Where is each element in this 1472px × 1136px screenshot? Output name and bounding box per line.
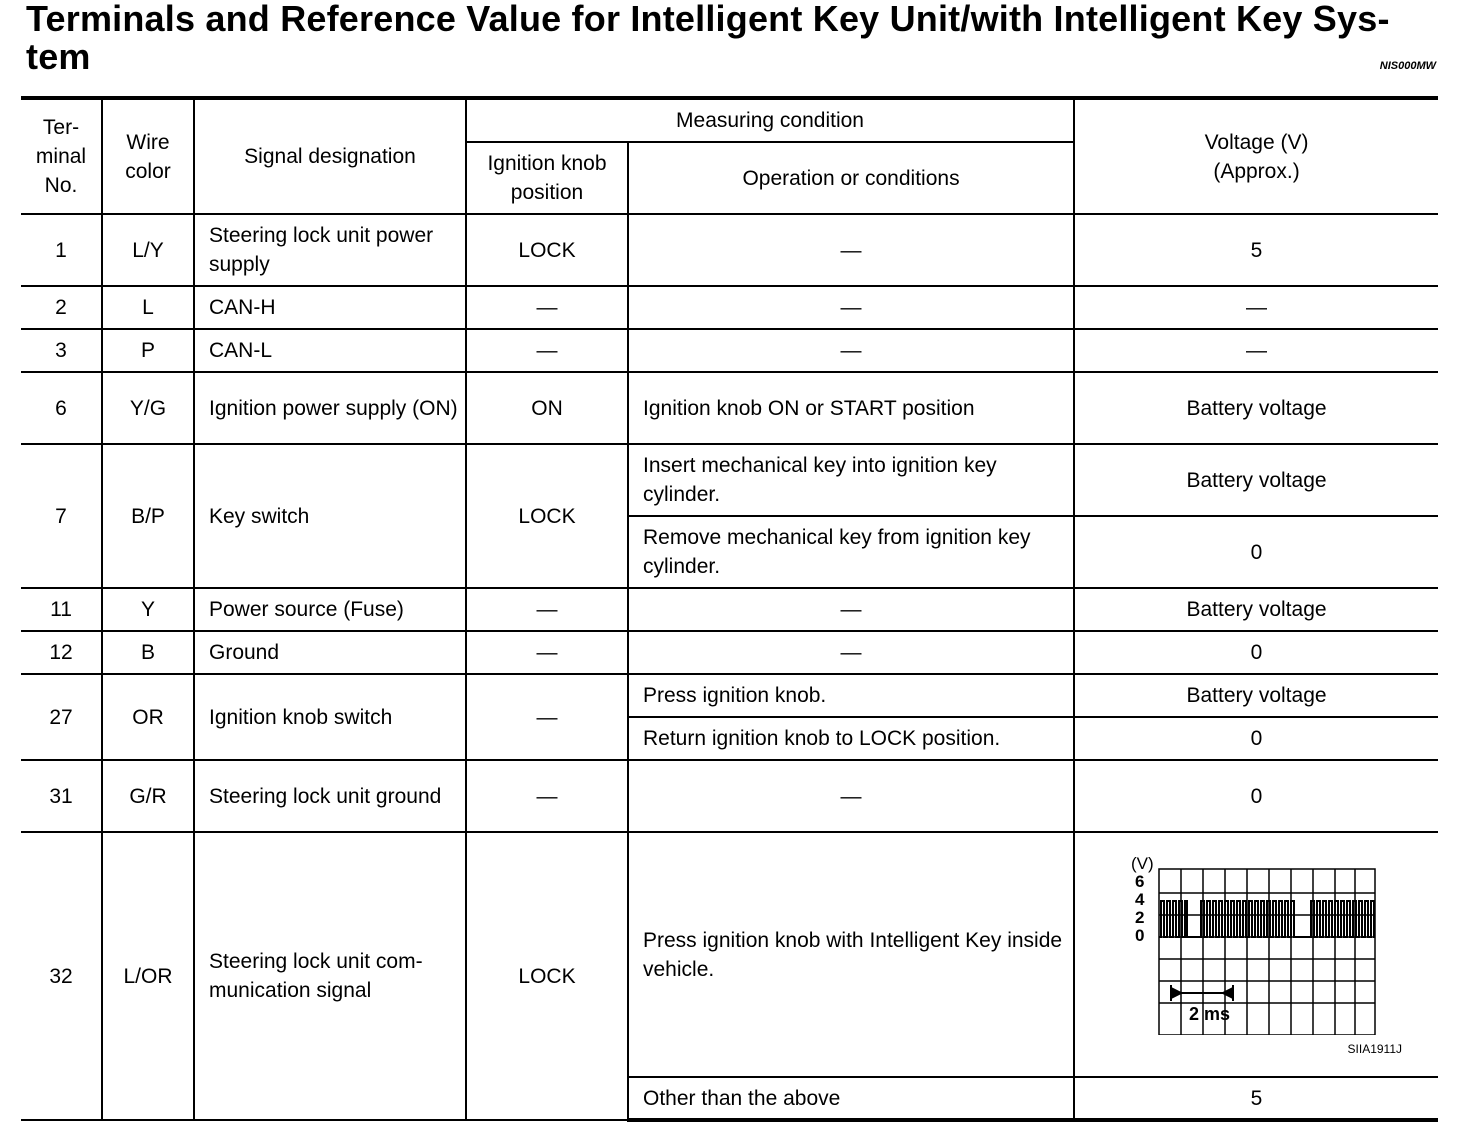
ignition-position: — xyxy=(466,329,628,372)
table-row xyxy=(21,372,1438,444)
signal-designation: Power source (Fuse) xyxy=(194,588,466,631)
scope-signal-trace xyxy=(1159,901,1375,937)
scope-time-label: 2 ms xyxy=(1189,1004,1231,1024)
ignition-position: — xyxy=(466,674,628,760)
ignition-position: — xyxy=(466,588,628,631)
voltage-value: Battery voltage xyxy=(1074,674,1438,717)
wire-color: Y xyxy=(102,588,194,631)
terminal-no: 31 xyxy=(21,760,102,832)
oscilloscope-waveform xyxy=(1125,855,1385,1035)
wire-color: L/Y xyxy=(102,214,194,286)
terminal-no: 2 xyxy=(21,286,102,329)
ignition-position: — xyxy=(466,631,628,674)
scope-y-tick: 4 xyxy=(1135,890,1145,909)
operation-condition: — xyxy=(628,631,1074,674)
wire-color: L/OR xyxy=(102,832,194,1120)
scope-figure-code: SIIA1911J xyxy=(1347,1042,1403,1056)
header-voltage: Voltage (V) (Approx.) xyxy=(1074,98,1438,214)
voltage-value: 0 xyxy=(1074,516,1438,588)
operation-condition: Return ignition knob to LOCK position. xyxy=(628,717,1074,760)
scope-y-tick: 2 xyxy=(1135,908,1145,927)
header-signal: Signal designation xyxy=(194,98,466,214)
terminal-no: 32 xyxy=(21,832,102,1120)
operation-condition: Other than the above xyxy=(628,1077,1074,1120)
operation-condition: Remove mechanical key from ignition key cylinder. xyxy=(628,516,1074,588)
voltage-value: 0 xyxy=(1074,631,1438,674)
wire-color: OR xyxy=(102,674,194,760)
page-title-line1: Terminals and Reference Value for Intelligent Key Unit/with Intelligent Key Sys- xyxy=(26,0,1390,39)
voltage-value: Battery voltage xyxy=(1074,588,1438,631)
scope-y-tick: 0 xyxy=(1135,926,1145,945)
terminal-no: 3 xyxy=(21,329,102,372)
terminal-no: 11 xyxy=(21,588,102,631)
table-row xyxy=(21,674,1438,717)
header-wire-color: Wire color xyxy=(102,98,194,214)
terminal-no: 1 xyxy=(21,214,102,286)
operation-condition: Press ignition knob with Intelligent Key inside vehicle. xyxy=(628,832,1074,1077)
ignition-position: LOCK xyxy=(466,214,628,286)
voltage-value: 5 xyxy=(1074,214,1438,286)
operation-condition: Press ignition knob. xyxy=(628,674,1074,717)
table-row xyxy=(21,286,1438,329)
ignition-position: — xyxy=(466,286,628,329)
header-measuring-condition: Measuring condition xyxy=(466,98,1074,142)
operation-condition: — xyxy=(628,760,1074,832)
signal-designation: Steering lock unit com-munication signal xyxy=(194,832,466,1120)
ignition-position: — xyxy=(466,760,628,832)
table-row xyxy=(21,214,1438,286)
table-row xyxy=(21,329,1438,372)
operation-condition: — xyxy=(628,286,1074,329)
voltage-value: Battery voltage xyxy=(1074,444,1438,516)
header-operation: Operation or conditions xyxy=(628,142,1074,214)
ignition-position: LOCK xyxy=(466,444,628,588)
table-row xyxy=(21,760,1438,832)
voltage-waveform-cell xyxy=(1074,832,1438,1077)
wire-color: G/R xyxy=(102,760,194,832)
signal-designation: CAN-H xyxy=(194,286,466,329)
signal-designation: Steering lock unit ground xyxy=(194,760,466,832)
operation-condition: — xyxy=(628,329,1074,372)
document-code: NIS000MW xyxy=(1379,60,1436,72)
signal-designation: Ignition power supply (ON) xyxy=(194,372,466,444)
signal-designation: Steering lock unit power supply xyxy=(194,214,466,286)
terminal-no: 7 xyxy=(21,444,102,588)
signal-designation: Ground xyxy=(194,631,466,674)
voltage-value: 0 xyxy=(1074,760,1438,832)
page-title-line2: tem xyxy=(26,36,91,77)
wire-color: B/P xyxy=(102,444,194,588)
terminal-no: 12 xyxy=(21,631,102,674)
wire-color: B xyxy=(102,631,194,674)
header-ignition-position: Ignition knob position xyxy=(466,142,628,214)
scope-y-tick: 6 xyxy=(1135,872,1145,891)
operation-condition: — xyxy=(628,588,1074,631)
voltage-value: — xyxy=(1074,286,1438,329)
header-terminal: Ter- minal No. xyxy=(21,98,102,214)
voltage-value: 0 xyxy=(1074,717,1438,760)
scope-unit-label: (V) xyxy=(1131,855,1154,873)
table-row xyxy=(21,444,1438,516)
signal-designation: Ignition knob switch xyxy=(194,674,466,760)
voltage-value: 5 xyxy=(1074,1077,1438,1120)
table-row xyxy=(21,631,1438,674)
wire-color: L xyxy=(102,286,194,329)
terminal-no: 27 xyxy=(21,674,102,760)
terminal-no: 6 xyxy=(21,372,102,444)
operation-condition: Ignition knob ON or START position xyxy=(628,372,1074,444)
table-row xyxy=(21,588,1438,631)
table-row xyxy=(21,832,1438,1077)
operation-condition: Insert mechanical key into ignition key cylinder. xyxy=(628,444,1074,516)
wire-color: P xyxy=(102,329,194,372)
signal-designation: Key switch xyxy=(194,444,466,588)
signal-designation: CAN-L xyxy=(194,329,466,372)
voltage-value: — xyxy=(1074,329,1438,372)
operation-condition: — xyxy=(628,214,1074,286)
voltage-value: Battery voltage xyxy=(1074,372,1438,444)
terminal-table xyxy=(21,96,1438,1122)
wire-color: Y/G xyxy=(102,372,194,444)
page-title xyxy=(26,0,1446,76)
ignition-position: ON xyxy=(466,372,628,444)
ignition-position: LOCK xyxy=(466,832,628,1120)
